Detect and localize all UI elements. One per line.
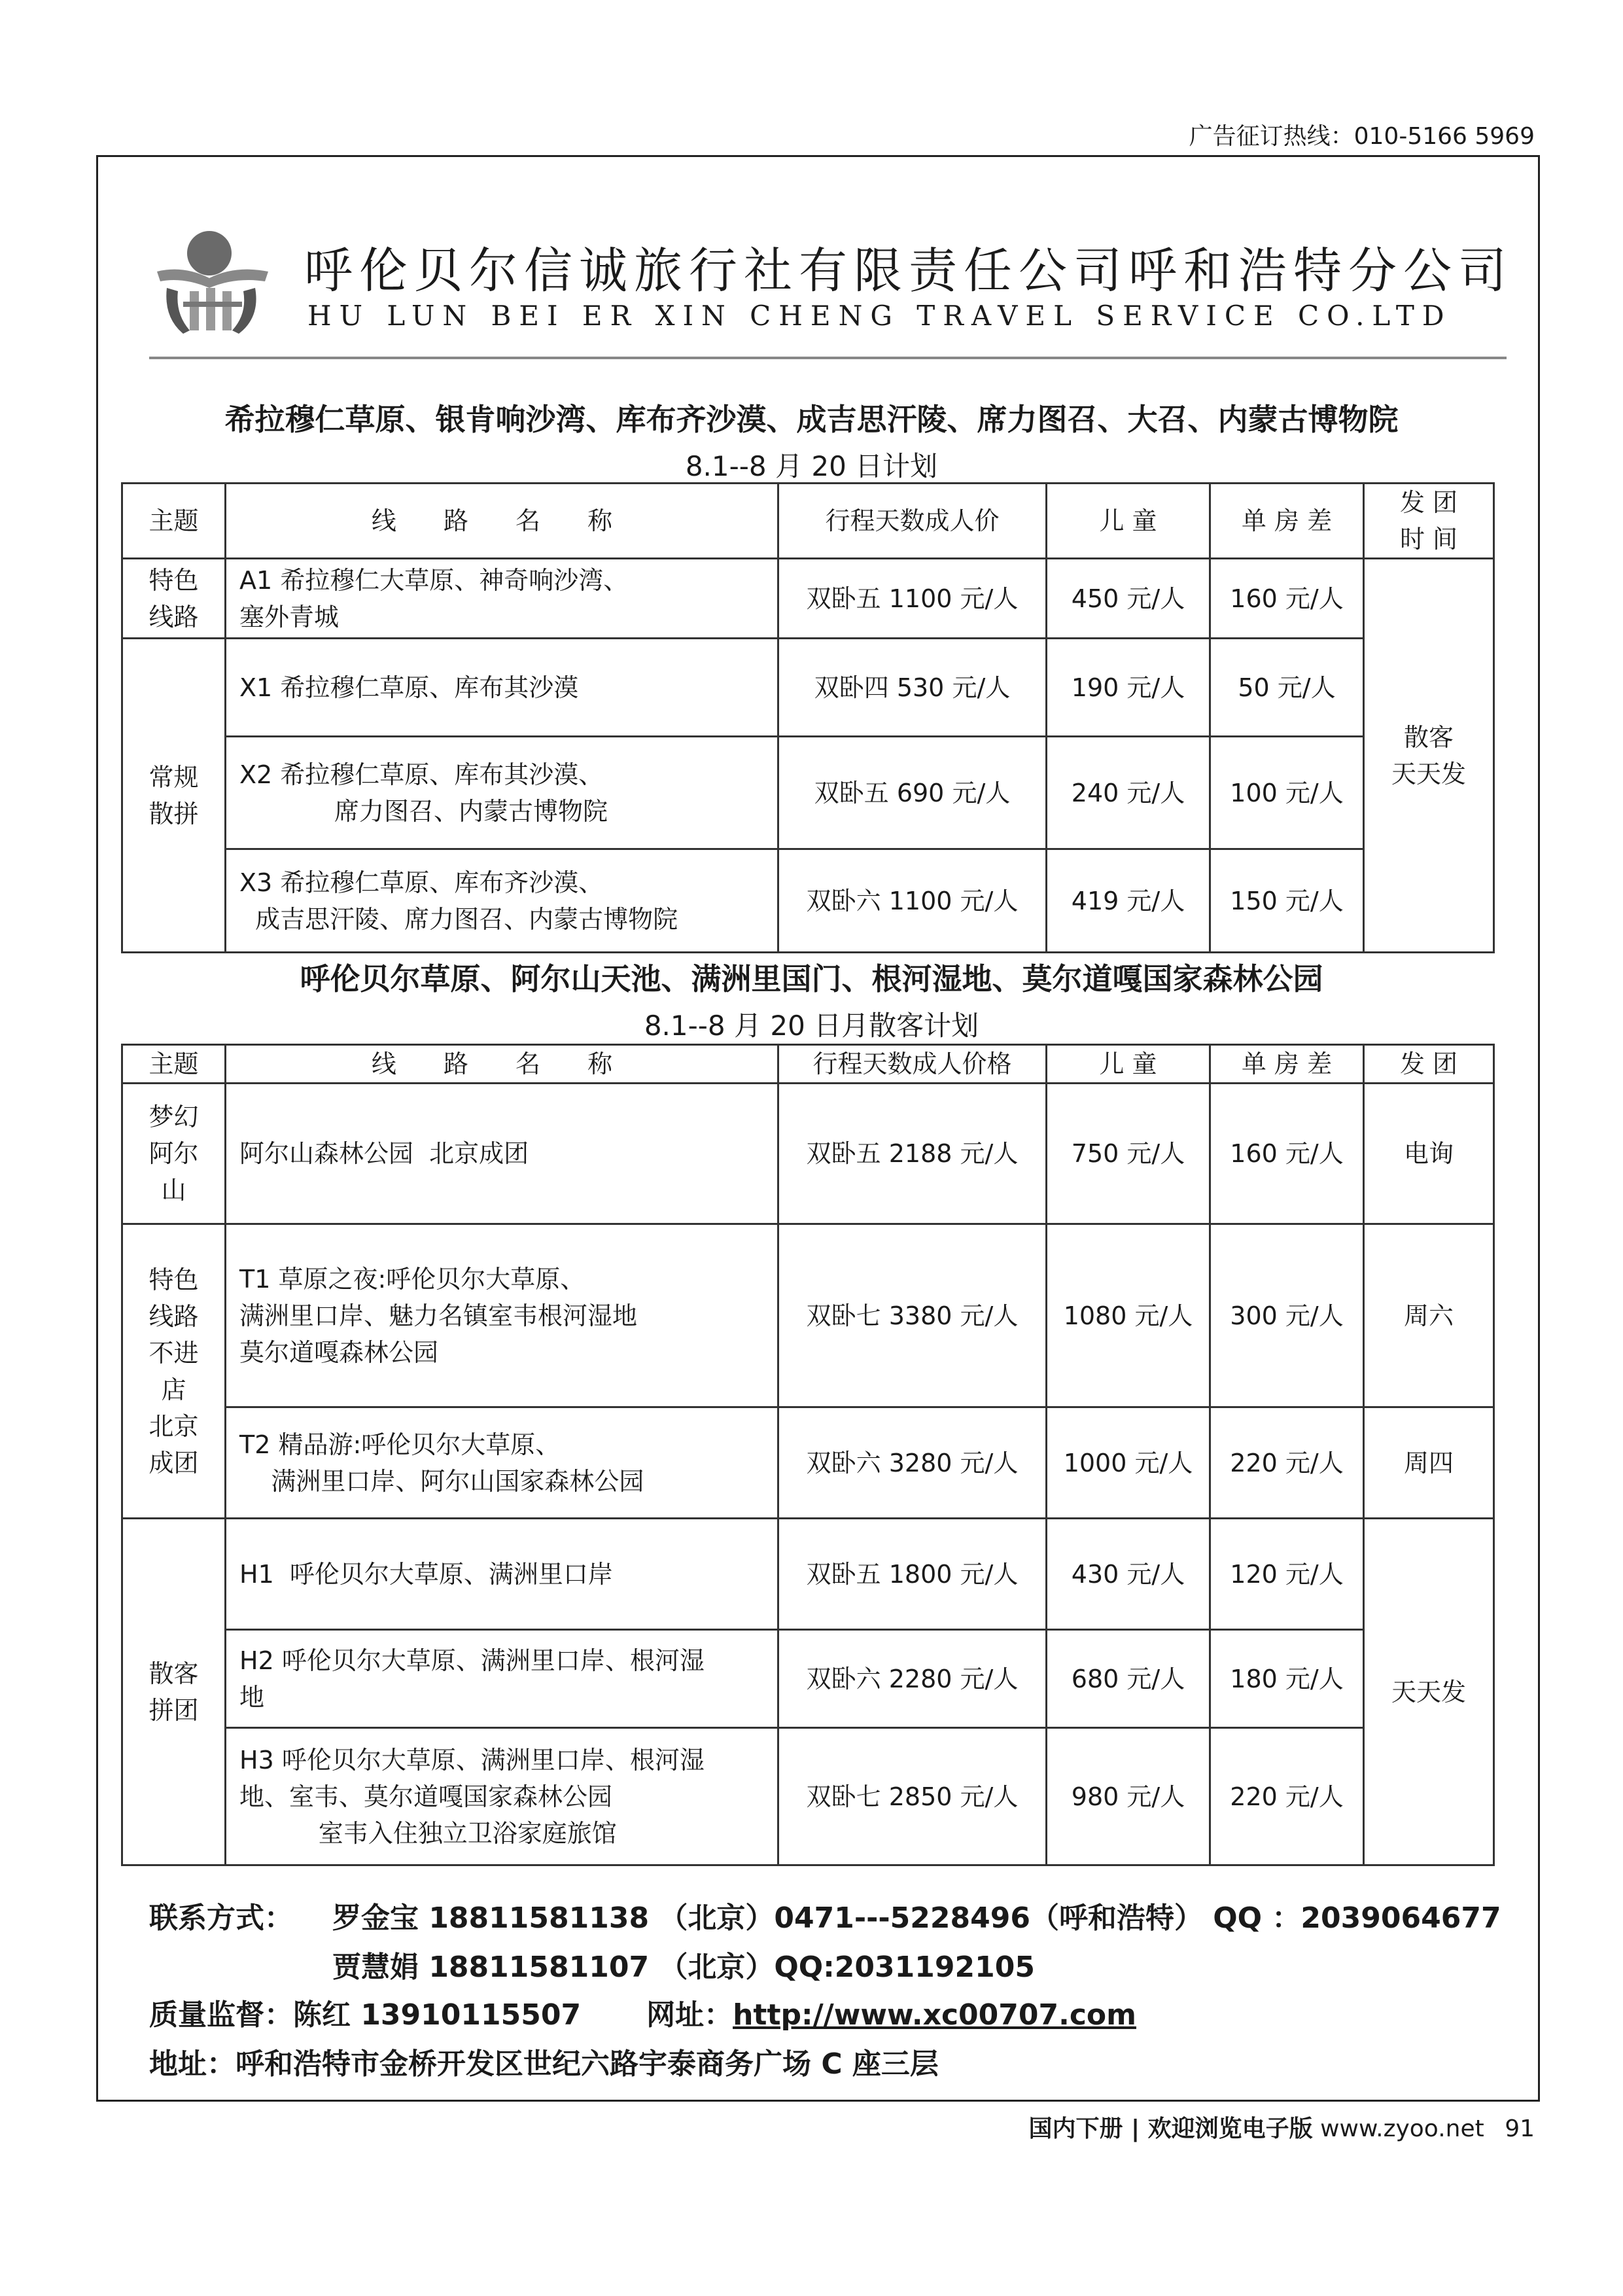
section2-plan: 8.1--8 月 20 日月散客计划 bbox=[644, 1010, 979, 1042]
header-child: 儿 童 bbox=[1047, 484, 1210, 559]
price-cell: 双卧六 3280 元/人 bbox=[778, 1407, 1047, 1519]
price-cell: 双卧七 2850 元/人 bbox=[778, 1728, 1047, 1865]
theme-cell: 特色 线路 bbox=[122, 559, 226, 639]
route-cell: H2 呼伦贝尔大草原、满洲里口岸、根河湿 地 bbox=[226, 1630, 778, 1728]
company-logo-icon bbox=[144, 226, 278, 340]
ad-hotline: 广告征订热线：010-5166 5969 bbox=[1189, 123, 1535, 150]
child-cell: 750 元/人 bbox=[1047, 1084, 1210, 1224]
depart-cell: 散客 天天发 bbox=[1364, 559, 1494, 953]
contact-line-2 bbox=[332, 1943, 1035, 1985]
table-row bbox=[122, 1728, 1494, 1865]
header-depart: 发 团 时 间 bbox=[1364, 484, 1494, 559]
route-cell: X3 希拉穆仁草原、库布齐沙漠、 成吉思汗陵、席力图召、内蒙古博物院 bbox=[226, 849, 778, 953]
price-cell: 双卧五 1100 元/人 bbox=[778, 559, 1047, 639]
header-single: 单 房 差 bbox=[1210, 484, 1364, 559]
table-row bbox=[122, 849, 1494, 953]
section1-title: 希拉穆仁草原、银肯响沙湾、库布齐沙漠、成吉思汗陵、席力图召、大召、内蒙古博物院 bbox=[224, 402, 1399, 437]
address-line: 地址：呼和浩特市金桥开发区世纪六路宇泰商务广场 C 座三层 bbox=[149, 2047, 939, 2081]
route-cell: H1 呼伦贝尔大草原、满洲里口岸 bbox=[226, 1519, 778, 1630]
table-row bbox=[122, 1407, 1494, 1519]
quality-label: 质量监督： bbox=[149, 1998, 293, 2032]
depart-cell: 周六 bbox=[1364, 1224, 1494, 1407]
depart-cell: 电询 bbox=[1364, 1084, 1494, 1224]
quality-line bbox=[149, 1991, 1136, 2033]
header-route: 线 路 名 称 bbox=[226, 484, 778, 559]
table-row bbox=[122, 1519, 1494, 1630]
route-cell: T1 草原之夜:呼伦贝尔大草原、 满洲里口岸、魅力名镇室韦根河湿地 莫尔道嘎森林公园 bbox=[226, 1224, 778, 1407]
company-name-cn: 呼伦贝尔信诚旅行社有限责任公司呼和浩特分公司 bbox=[304, 243, 1513, 299]
page-footer bbox=[1028, 2110, 1535, 2144]
page-number: 91 bbox=[1505, 2115, 1535, 2142]
header-theme: 主题 bbox=[122, 484, 226, 559]
single-cell: 160 元/人 bbox=[1210, 1084, 1364, 1224]
table-header-row bbox=[122, 484, 1494, 559]
single-cell: 50 元/人 bbox=[1210, 639, 1364, 737]
price-cell: 双卧四 530 元/人 bbox=[778, 639, 1047, 737]
theme-cell: 特色 线路 不进 店 北京 成团 bbox=[122, 1224, 226, 1519]
header-price: 行程天数成人价 bbox=[778, 484, 1047, 559]
header-route: 线 路 名 称 bbox=[226, 1045, 778, 1084]
route-cell: 阿尔山森林公园 北京成团 bbox=[226, 1084, 778, 1224]
contact-info-2: 贾慧娟 18811581107 （北京）QQ:2031192105 bbox=[332, 1951, 1035, 1984]
header-price: 行程天数成人价格 bbox=[778, 1045, 1047, 1084]
price-cell: 双卧五 690 元/人 bbox=[778, 737, 1047, 849]
website-label: 网址： bbox=[646, 1998, 733, 2032]
quality-contact: 陈红 13910115507 bbox=[293, 1998, 582, 2032]
company-name-en: HU LUN BEI ER XIN CHENG TRAVEL SERVICE CO.LTD bbox=[307, 300, 1452, 332]
header-single: 单 房 差 bbox=[1210, 1045, 1364, 1084]
table-row bbox=[122, 559, 1494, 639]
single-cell: 180 元/人 bbox=[1210, 1630, 1364, 1728]
route-cell: X2 希拉穆仁草原、库布其沙漠、 席力图召、内蒙古博物院 bbox=[226, 737, 778, 849]
theme-cell: 散客 拼团 bbox=[122, 1519, 226, 1865]
child-cell: 190 元/人 bbox=[1047, 639, 1210, 737]
child-cell: 430 元/人 bbox=[1047, 1519, 1210, 1630]
child-cell: 680 元/人 bbox=[1047, 1630, 1210, 1728]
table-row bbox=[122, 1630, 1494, 1728]
theme-cell: 常规 散拼 bbox=[122, 639, 226, 953]
child-cell: 980 元/人 bbox=[1047, 1728, 1210, 1865]
child-cell: 450 元/人 bbox=[1047, 559, 1210, 639]
header-divider bbox=[149, 357, 1507, 359]
footer-brand: 国内下册 | 欢迎浏览电子版 bbox=[1028, 2115, 1313, 2142]
contact-info-1: 罗金宝 18811581138 （北京）0471---5228496（呼和浩特） QQ ：2039064677 bbox=[332, 1901, 1501, 1935]
theme-cell: 梦幻 阿尔 山 bbox=[122, 1084, 226, 1224]
website-link[interactable]: http://www.xc00707.com bbox=[733, 1998, 1136, 2032]
price-cell: 双卧六 1100 元/人 bbox=[778, 849, 1047, 953]
child-cell: 240 元/人 bbox=[1047, 737, 1210, 849]
footer-site[interactable]: www.zyoo.net bbox=[1320, 2115, 1484, 2142]
table-row bbox=[122, 1084, 1494, 1224]
price-cell: 双卧五 1800 元/人 bbox=[778, 1519, 1047, 1630]
route-cell: A1 希拉穆仁大草原、神奇响沙湾、 塞外青城 bbox=[226, 559, 778, 639]
header-child: 儿 童 bbox=[1047, 1045, 1210, 1084]
price-cell: 双卧五 2188 元/人 bbox=[778, 1084, 1047, 1224]
single-cell: 100 元/人 bbox=[1210, 737, 1364, 849]
route-cell: X1 希拉穆仁草原、库布其沙漠 bbox=[226, 639, 778, 737]
route-cell: H3 呼伦贝尔大草原、满洲里口岸、根河湿 地、室韦、莫尔道嘎国家森林公园 室韦入住独立卫浴家庭旅馆 bbox=[226, 1728, 778, 1865]
section1-plan: 8.1--8 月 20 日计划 bbox=[685, 450, 938, 482]
single-cell: 160 元/人 bbox=[1210, 559, 1364, 639]
single-cell: 300 元/人 bbox=[1210, 1224, 1364, 1407]
contact-label: 联系方式： bbox=[149, 1901, 293, 1935]
table-row bbox=[122, 639, 1494, 737]
single-cell: 120 元/人 bbox=[1210, 1519, 1364, 1630]
child-cell: 419 元/人 bbox=[1047, 849, 1210, 953]
single-cell: 220 元/人 bbox=[1210, 1728, 1364, 1865]
single-cell: 220 元/人 bbox=[1210, 1407, 1364, 1519]
section2-title: 呼伦贝尔草原、阿尔山天池、满洲里国门、根河湿地、莫尔道嘎国家森林公园 bbox=[300, 961, 1323, 997]
price-cell: 双卧六 2280 元/人 bbox=[778, 1630, 1047, 1728]
contact-line-1 bbox=[149, 1894, 1501, 1936]
table-row bbox=[122, 737, 1494, 849]
single-cell: 150 元/人 bbox=[1210, 849, 1364, 953]
child-cell: 1080 元/人 bbox=[1047, 1224, 1210, 1407]
child-cell: 1000 元/人 bbox=[1047, 1407, 1210, 1519]
route-cell: T2 精品游:呼伦贝尔大草原、 满洲里口岸、阿尔山国家森林公园 bbox=[226, 1407, 778, 1519]
depart-cell: 周四 bbox=[1364, 1407, 1494, 1519]
depart-cell: 天天发 bbox=[1364, 1519, 1494, 1865]
header-theme: 主题 bbox=[122, 1045, 226, 1084]
section1-table bbox=[121, 482, 1495, 953]
price-cell: 双卧七 3380 元/人 bbox=[778, 1224, 1047, 1407]
header-depart: 发 团 bbox=[1364, 1045, 1494, 1084]
table-row bbox=[122, 1224, 1494, 1407]
table-header-row bbox=[122, 1045, 1494, 1084]
section2-table bbox=[121, 1044, 1495, 1866]
